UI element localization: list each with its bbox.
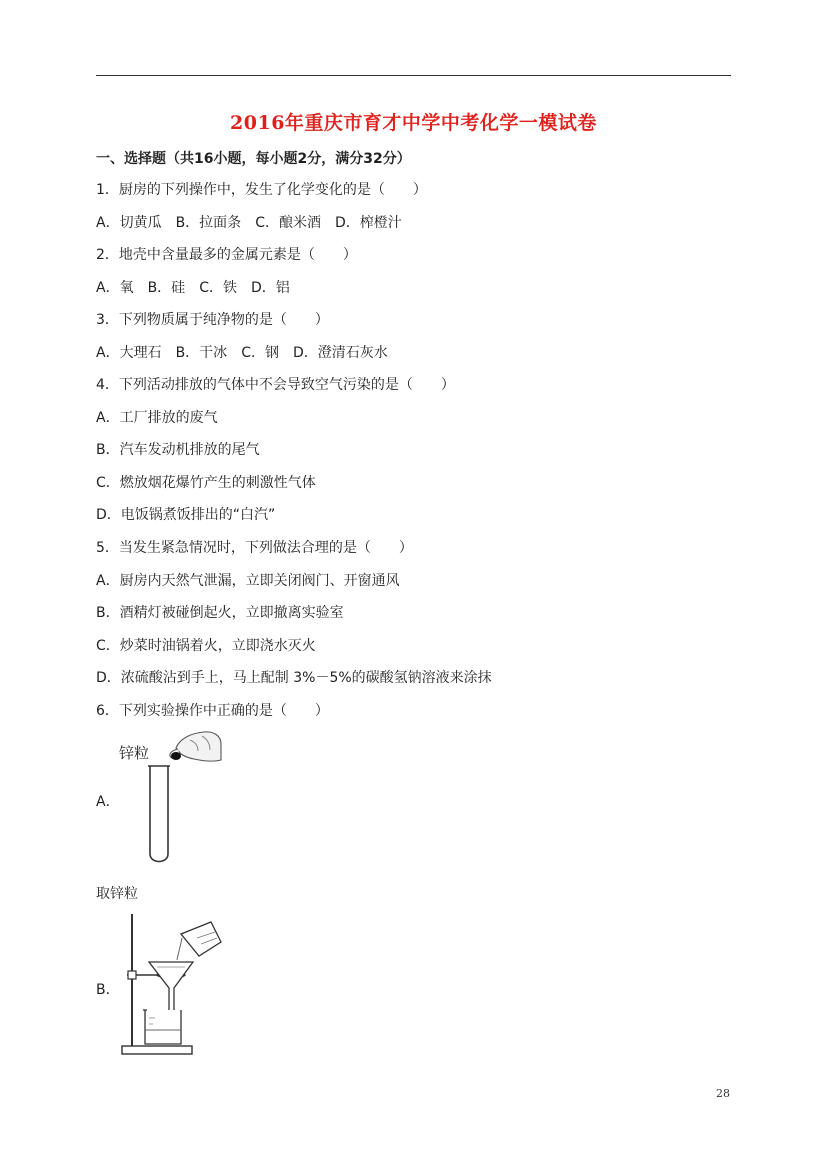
question-4-option-b: B．汽车发动机排放的尾气 xyxy=(96,442,260,458)
option-b: B．拉面条 xyxy=(175,215,242,231)
question-5-option-a: A．厨房内天然气泄漏，立即关闭阀门、开窗通风 xyxy=(96,573,400,589)
figure-a-test-tube xyxy=(118,726,222,866)
option-c: C．钢 xyxy=(241,345,279,361)
option-c: C．铁 xyxy=(199,280,237,296)
page-number: 28 xyxy=(716,1087,730,1100)
option-b: B．硅 xyxy=(147,280,186,296)
question-4-stem: 4．下列活动排放的气体中不会导致空气污染的是（ ） xyxy=(96,377,455,393)
question-6-option-b-label: B． xyxy=(96,982,120,998)
question-1-stem: 1．厨房的下列操作中，发生了化学变化的是（ ） xyxy=(96,182,427,198)
question-4-option-a: A．工厂排放的废气 xyxy=(96,410,218,426)
option-d: D．铝 xyxy=(250,280,290,296)
page-title: 2016年重庆市育才中学中考化学一模试卷 xyxy=(230,112,597,134)
zinc-label: 锌粒 xyxy=(119,744,150,762)
section-header: 一、选择题（共16小题，每小题2分，满分32分） xyxy=(96,151,411,167)
header-rule xyxy=(96,75,731,76)
zinc-granule-icon xyxy=(171,752,181,760)
question-5-option-d: D．浓硫酸沾到手上，马上配制 3%－5%的碳酸氢钠溶液来涂抹 xyxy=(96,670,492,686)
figure-b-filtration xyxy=(119,910,225,1060)
question-4-option-c: C．燃放烟花爆竹产生的刺激性气体 xyxy=(96,475,316,491)
question-2-stem: 2．地壳中含量最多的金属元素是（ ） xyxy=(96,247,357,263)
question-4-option-d: D．电饭锅煮饭排出的“白汽” xyxy=(96,507,276,523)
option-a: A．切黄瓜 xyxy=(96,215,162,231)
figure-a-caption: 取锌粒 xyxy=(96,886,138,902)
option-d: D．榨橙汁 xyxy=(334,215,402,231)
test-tube-icon xyxy=(150,766,168,862)
option-c: C．酿米酒 xyxy=(255,215,321,231)
question-5-stem: 5．当发生紧急情况时，下列做法合理的是（ ） xyxy=(96,540,413,556)
option-a: A．大理石 xyxy=(96,345,162,361)
option-b: B．干冰 xyxy=(175,345,228,361)
stand-base-icon xyxy=(122,1046,192,1054)
question-6-option-a-label: A． xyxy=(96,794,120,810)
question-3-stem: 3．下列物质属于纯净物的是（ ） xyxy=(96,312,329,328)
question-1-options xyxy=(96,214,416,232)
question-5-option-c: C．炒菜时油锅着火，立即浇水灭火 xyxy=(96,638,316,654)
question-5-option-b: B．酒精灯被碰倒起火，立即撤离实验室 xyxy=(96,605,344,621)
receiving-beaker-icon xyxy=(145,1010,181,1044)
question-2-options xyxy=(96,279,304,297)
question-3-options xyxy=(96,344,402,362)
option-d: D．澄清石灰水 xyxy=(292,345,388,361)
hand-icon xyxy=(176,732,221,761)
question-6-stem: 6．下列实验操作中正确的是（ ） xyxy=(96,703,329,719)
option-a: A．氧 xyxy=(96,280,134,296)
